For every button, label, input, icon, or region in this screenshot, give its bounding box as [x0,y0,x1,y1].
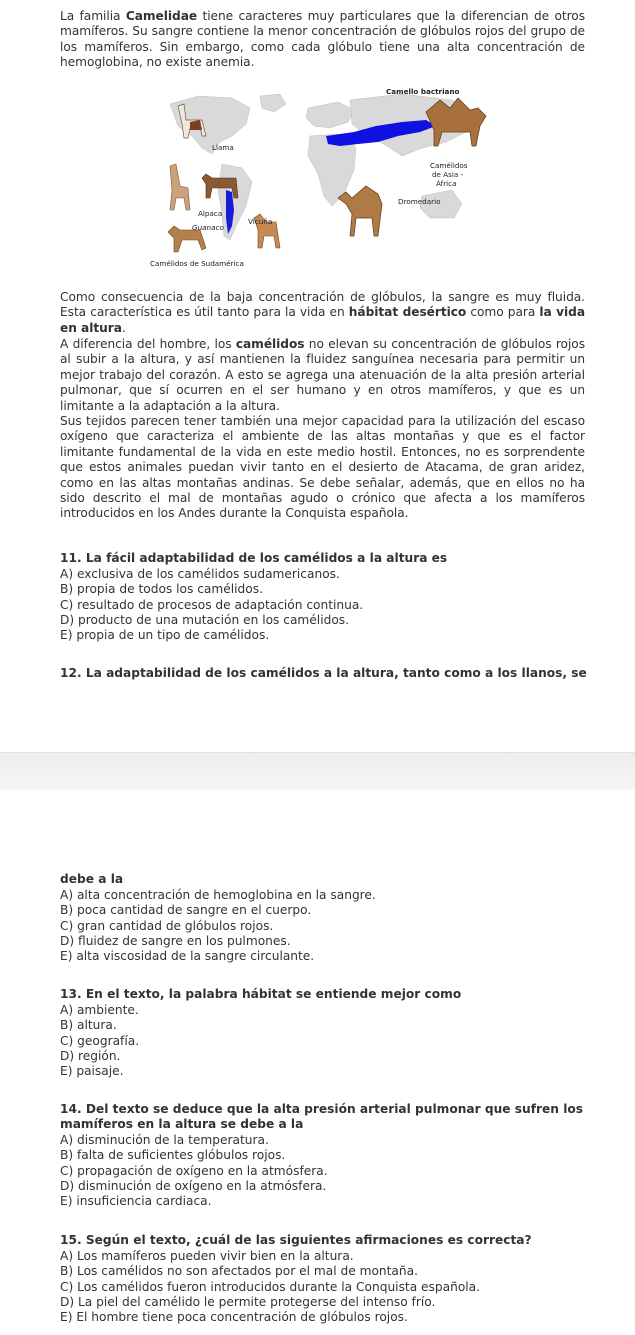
question-11-option-c: C) resultado de procesos de adaptación continua. [60,597,364,612]
question-14-option-d: D) disminución de oxígeno en la atmósfera. [60,1178,327,1193]
question-13-options [60,1003,600,1079]
label-camello-bactriano: Camello bactriano [386,87,460,96]
question-15-option-a: A) Los mamíferos pueden vivir bien en la altura. [60,1249,354,1263]
question-12-stem-continued: debe a la [60,872,124,886]
question-15-options [60,1249,600,1325]
question-15-option-b: B) Los camélidos no son afectados por el mal de montaña. [60,1264,418,1279]
label-llama: Llama [212,143,234,152]
question-13-option-c: C) geografía. [60,1033,140,1048]
intro-paragraph: La familia Camelidae tiene caracteres muy particulares que la diferencian de otros mamíferos. Su sangre contiene la menor concentración de glóbulos rojos del grupo de los mamíferos. Sin embargo, como cada glóbulo tiene una alta concentración de hemoglobina, no existe anemia. [60,9,585,70]
figure-caption: Camélidos de Sudamérica [150,259,244,268]
question-12-option-d: D) fluidez de sangre en los pulmones. [60,933,291,948]
page-bottom [0,790,635,1335]
greenland [260,94,286,112]
question-12-option-e: E) alta viscosidad de la sangre circulante. [60,949,315,964]
question-13-option-b: B) altura. [60,1018,117,1033]
question-12-option-c: C) gran cantidad de glóbulos rojos. [60,918,274,933]
world-map [170,94,472,240]
question-15-option-d: D) La piel del camélido le permite protegerse del intenso frío. [60,1294,436,1309]
label-camelidos-asia-1: Camélidos [430,161,468,170]
question-14-option-c: C) propagación de oxígeno en la atmósfera. [60,1163,328,1178]
question-14-option-a: A) disminución de la temperatura. [60,1133,269,1147]
label-alpaca: Alpaca [198,209,223,218]
question-11-option-e: E) propia de un tipo de camélidos. [60,628,270,643]
camelids-world-map-figure [140,86,500,282]
question-13-stem: 13. En el texto, la palabra hábitat se entiende mejor como [60,987,462,1001]
question-11-option-b: B) propia de todos los camélidos. [60,582,263,597]
question-12-options [60,888,600,964]
question-11-option-a: A) exclusiva de los camélidos sudamericanos. [60,567,340,581]
question-14-option-b: B) falta de suficientes glóbulos rojos. [60,1148,286,1163]
question-12-option-b: B) poca cantidad de sangre en el cuerpo. [60,903,312,918]
question-15-option-c: C) Los camélidos fueron introducidos durante la Conquista española. [60,1279,480,1294]
question-12-option-a: A) alta concentración de hemoglobina en la sangre. [60,888,376,902]
label-dromedario: Dromedario [398,197,441,206]
question-14-option-e: E) insuficiencia cardiaca. [60,1194,212,1209]
label-vicuna: Vicuña [248,217,273,226]
label-guanaco: Guanaco [192,223,224,232]
europe [306,102,354,128]
question-11-stem: 11. La fácil adaptabilidad de los camélidos a la altura es [60,551,448,565]
alpaca-illustration [170,164,190,210]
question-13-option-e: E) paisaje. [60,1064,124,1079]
body-paragraph-3: A diferencia del hombre, los camélidos no elevan su concentración de glóbulos rojos al subir a la altura, y así mantienen la fluidez sanguínea necesaria para permitir un mejor trabajo del corazón. A esto se agrega una atenuación de la alta presión arterial pulmonar, que sí ocurren en el ser humano y en otros mamíferos, y que es un limitante a la adaptación a la altura. [60,337,585,413]
question-14-stem-line-1: 14. Del texto se deduce que la alta presión arterial pulmonar que sufren los [60,1102,583,1116]
question-14-stem-line-2: mamíferos en la altura se debe a la [60,1117,304,1132]
question-13-option-d: D) región. [60,1048,121,1063]
question-13-option-a: A) ambiente. [60,1003,139,1017]
bactrian-camel-illustration [426,98,486,146]
dromedary-illustration [338,186,382,236]
body-paragraph-4: Sus tejidos parecen tener también una mejor capacidad para la utilización del escaso oxígeno que caracteriza el ambiente de las altas montañas y que es el factor limitante fundamental de la vida en este medio hostil. Entonces, no es sorprendente que estos animales puedan vivir tanto en el desierto de Atacama, de gran aridez, como en las altas montañas andinas. Se debe señalar, además, que en ellos no ha sido descrito el mal de montañas agudo o crónico que afecta a los mamíferos introducidos en los Andes durante la Conquista española. [60,414,585,521]
question-14-stem [60,1102,600,1133]
question-11-option-d: D) producto de una mutación en los camélidos. [60,612,349,627]
question-15-stem: 15. Según el texto, ¿cuál de las siguientes afirmaciones es correcta? [60,1233,532,1247]
page-break-divider [0,752,635,791]
label-camelidos-asia-2: de Asia - [432,170,464,179]
body-paragraph-2: Como consecuencia de la baja concentración de glóbulos, la sangre es muy fluida. Esta característica es útil tanto para la vida en hábitat desértico como para la vida en altura. [60,290,586,335]
question-11-options [60,567,600,643]
question-14-options [60,1133,600,1209]
question-15-option-e: E) El hombre tiene poca concentración de glóbulos rojos. [60,1310,408,1325]
question-12-stem: 12. La adaptabilidad de los camélidos a la altura, tanto como a los llanos, se [60,666,587,680]
label-camelidos-asia-3: África [436,179,457,188]
